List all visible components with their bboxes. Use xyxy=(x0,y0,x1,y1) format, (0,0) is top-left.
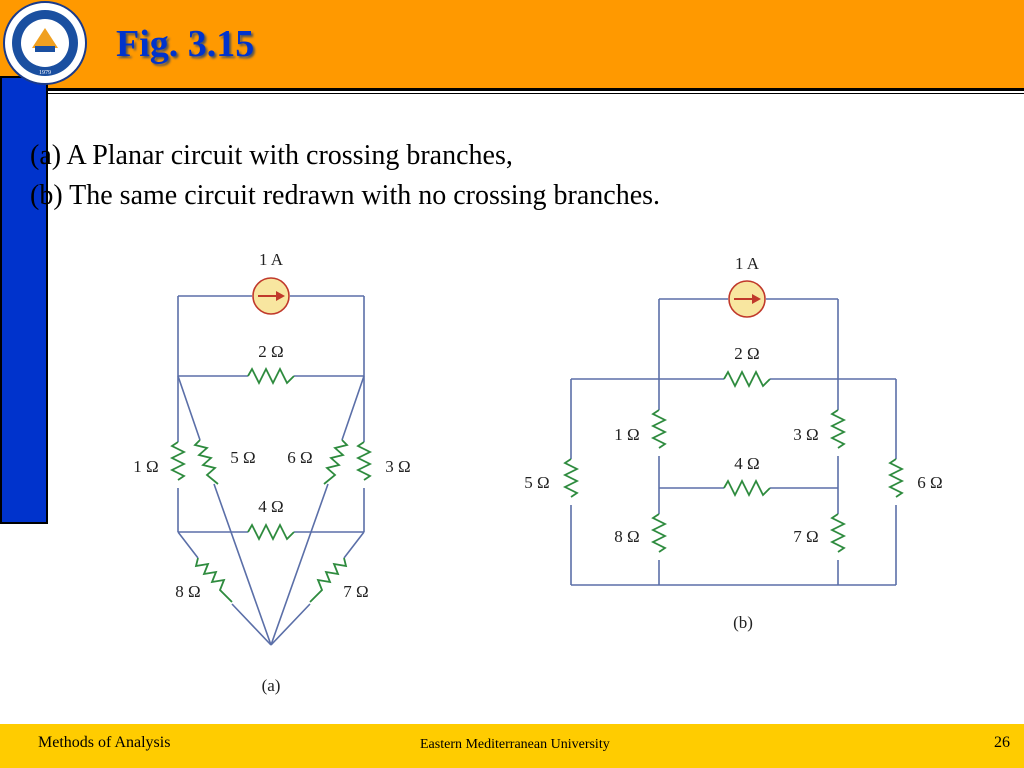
r3-label: 3 Ω xyxy=(793,425,819,444)
r5-label: 5 Ω xyxy=(524,473,550,492)
caption-a: (a) A Planar circuit with crossing branches, xyxy=(30,140,513,171)
resistor-5 xyxy=(565,459,577,497)
svg-text:1979: 1979 xyxy=(39,70,51,76)
caption-b: (b) The same circuit redrawn with no crossing branches. xyxy=(30,180,661,211)
circuit-a xyxy=(133,250,410,695)
resistor-7 xyxy=(832,514,844,552)
resistor-4 xyxy=(724,481,770,495)
source-label: 1 A xyxy=(734,254,760,273)
resistor-3 xyxy=(358,442,370,480)
r8-label: 8 Ω xyxy=(614,527,640,546)
resistor-3 xyxy=(832,410,844,448)
page-number: 26 xyxy=(994,734,1010,751)
r7-label: 7 Ω xyxy=(793,527,819,546)
resistor-7 xyxy=(310,558,346,602)
current-source-icon xyxy=(729,281,765,317)
slide-title: Fig. 3.15 xyxy=(116,23,255,65)
current-source-icon xyxy=(253,278,289,314)
r4-label: 4 Ω xyxy=(258,497,284,516)
resistor-8 xyxy=(196,558,232,602)
resistor-2 xyxy=(248,369,294,383)
resistor-8 xyxy=(653,514,665,552)
r2-label: 2 Ω xyxy=(734,344,760,363)
r4-label: 4 Ω xyxy=(734,454,760,473)
resistor-1 xyxy=(172,442,184,480)
footer-university: Eastern Mediterranean University xyxy=(420,737,610,752)
footer-course-title: Methods of Analysis xyxy=(38,734,171,751)
resistor-5 xyxy=(195,440,218,484)
r6-label: 6 Ω xyxy=(287,448,313,467)
circuit-b xyxy=(524,254,942,632)
resistor-4 xyxy=(248,525,294,539)
r2-label: 2 Ω xyxy=(258,342,284,361)
r7-label: 7 Ω xyxy=(343,582,369,601)
r8-label: 8 Ω xyxy=(175,582,201,601)
resistor-2 xyxy=(724,372,770,386)
figure-label-b: (b) xyxy=(733,613,753,632)
r1-label: 1 Ω xyxy=(614,425,640,444)
r6-label: 6 Ω xyxy=(917,473,943,492)
source-label: 1 A xyxy=(258,250,284,269)
r5-label: 5 Ω xyxy=(230,448,256,467)
figure-label-a: (a) xyxy=(261,676,281,695)
resistor-1 xyxy=(653,410,665,448)
resistor-6 xyxy=(890,459,902,497)
r1-label: 1 Ω xyxy=(133,457,159,476)
resistor-6 xyxy=(324,440,347,484)
r3-label: 3 Ω xyxy=(385,457,411,476)
